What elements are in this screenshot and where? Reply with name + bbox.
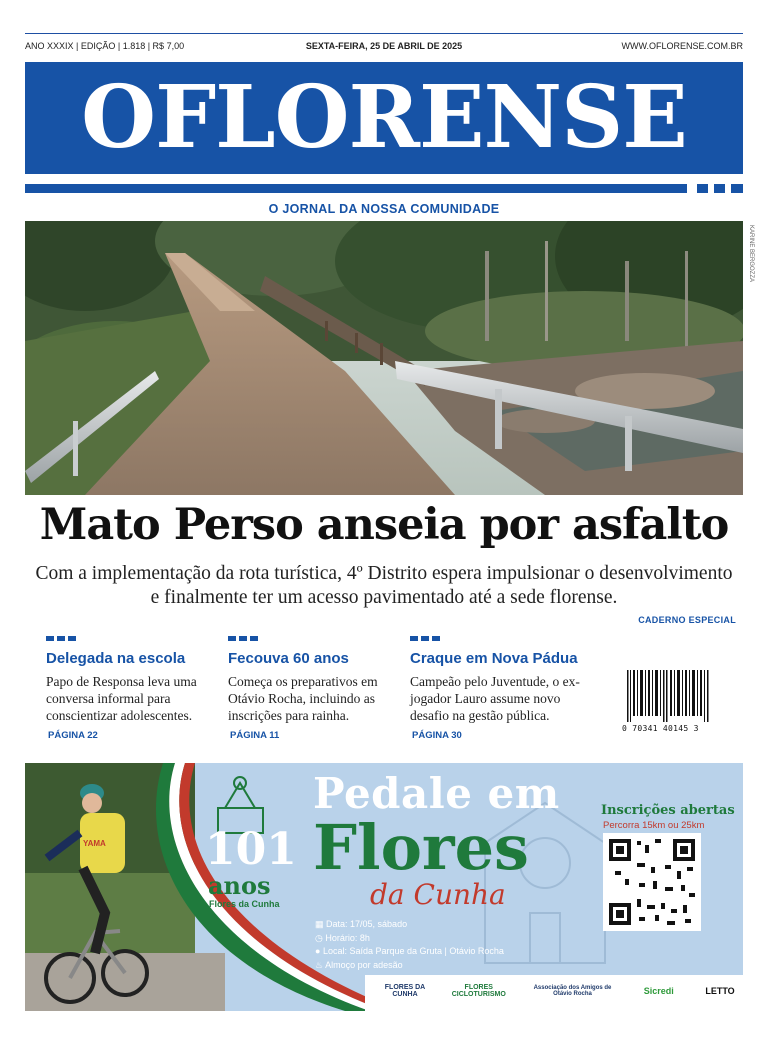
teaser-description: Campeão pelo Juventude, o ex-jogador Lauro assume novo desafio na gestão pública. [410, 674, 580, 723]
event-time: ◷ Horário: 8h [315, 932, 370, 943]
teaser-delegada[interactable] [46, 636, 221, 741]
teaser-description: Começa os preparativos em Otávio Rocha, incluindo as inscrições para rainha. [228, 674, 378, 723]
main-subhead: Com a implementação da rota turística, 4º Distrito espera impulsionar o desenvolvimento e finalmente ter um acesso pavimentado até a sede florense. [35, 563, 733, 608]
main-headline[interactable]: Mato Perso anseia por asfalto [39, 500, 729, 550]
teaser-description: Papo de Responsa leva uma conversa informal para conscientizar adolescentes. [46, 674, 197, 723]
event-details [315, 918, 504, 972]
teaser-title[interactable]: Fecouva 60 anos [228, 650, 349, 667]
ad-title-line3: da Cunha [370, 878, 506, 911]
teaser-nova-padua[interactable] [410, 636, 595, 741]
sponsor-logo: Associação dos Amigos de Otávio Rocha [533, 985, 612, 997]
publication-date: SEXTA-FEIRA, 25 DE ABRIL DE 2025 [305, 41, 463, 51]
route-distances: Percorra 15km ou 25km [603, 820, 705, 831]
jersey-text: YAMA [83, 839, 106, 848]
teaser-marker [410, 636, 595, 641]
registration-open[interactable]: Inscrições abertas [601, 803, 735, 818]
rule-square [714, 184, 725, 193]
lead-photo [25, 221, 743, 495]
anniversary-city: Flores da Cunha [209, 899, 280, 909]
dirt-road-bridge-photo [25, 221, 743, 495]
masthead [25, 62, 743, 174]
teaser-title[interactable]: Delegada na escola [46, 650, 186, 667]
anniversary-word: anos [208, 871, 271, 900]
teaser-marker [228, 636, 403, 641]
event-date: ▦ Data: 17/05, sábado [315, 919, 408, 929]
teaser-title[interactable]: Craque em Nova Pádua [410, 650, 578, 667]
ad-title-line1: Pedale em [313, 769, 560, 818]
sponsor-logo: Sicredi [643, 986, 674, 996]
slogan: O JORNAL DA NOSSA COMUNIDADE [268, 202, 500, 216]
sponsor-strip [380, 984, 740, 998]
event-lunch: ♨ Almoço por adesão [315, 959, 403, 970]
newspaper-title: OFLORENSE [81, 67, 687, 168]
sponsor-logo: FLORES DA CUNHA [384, 984, 426, 998]
teaser-fecouva[interactable] [228, 636, 403, 741]
sponsor-logo: LETTO [705, 986, 735, 996]
rule-square [731, 184, 743, 193]
sponsor-logo: FLORES CICLOTURISMO [451, 984, 506, 998]
qr-code [603, 833, 701, 931]
ad-title-line2: Flores [313, 811, 529, 884]
section-label: CADERNO ESPECIAL [638, 615, 736, 625]
edition-bar [25, 33, 743, 58]
cycling-event-ad[interactable] [25, 763, 743, 1011]
rule-square [697, 184, 708, 193]
teaser-page[interactable]: PÁGINA 11 [230, 730, 280, 741]
teaser-page[interactable]: PÁGINA 30 [412, 730, 462, 741]
masthead-rule [25, 184, 687, 193]
barcode [627, 670, 710, 722]
anniversary-number: 101 [205, 824, 297, 875]
edition-info: ANO XXXIX | EDIÇÃO | 1.818 | R$ 7,00 [25, 41, 185, 51]
teaser-marker [46, 636, 221, 641]
event-location: ● Local: Saída Parque da Gruta | Otávio Rocha [315, 946, 504, 956]
photo-credit: KARINE BERGOZZA [748, 225, 754, 283]
website-link[interactable]: WWW.OFLORENSE.COM.BR [621, 41, 743, 51]
teaser-page[interactable]: PÁGINA 22 [48, 730, 98, 741]
barcode-number: 0 70341 40145 3 [622, 724, 699, 733]
